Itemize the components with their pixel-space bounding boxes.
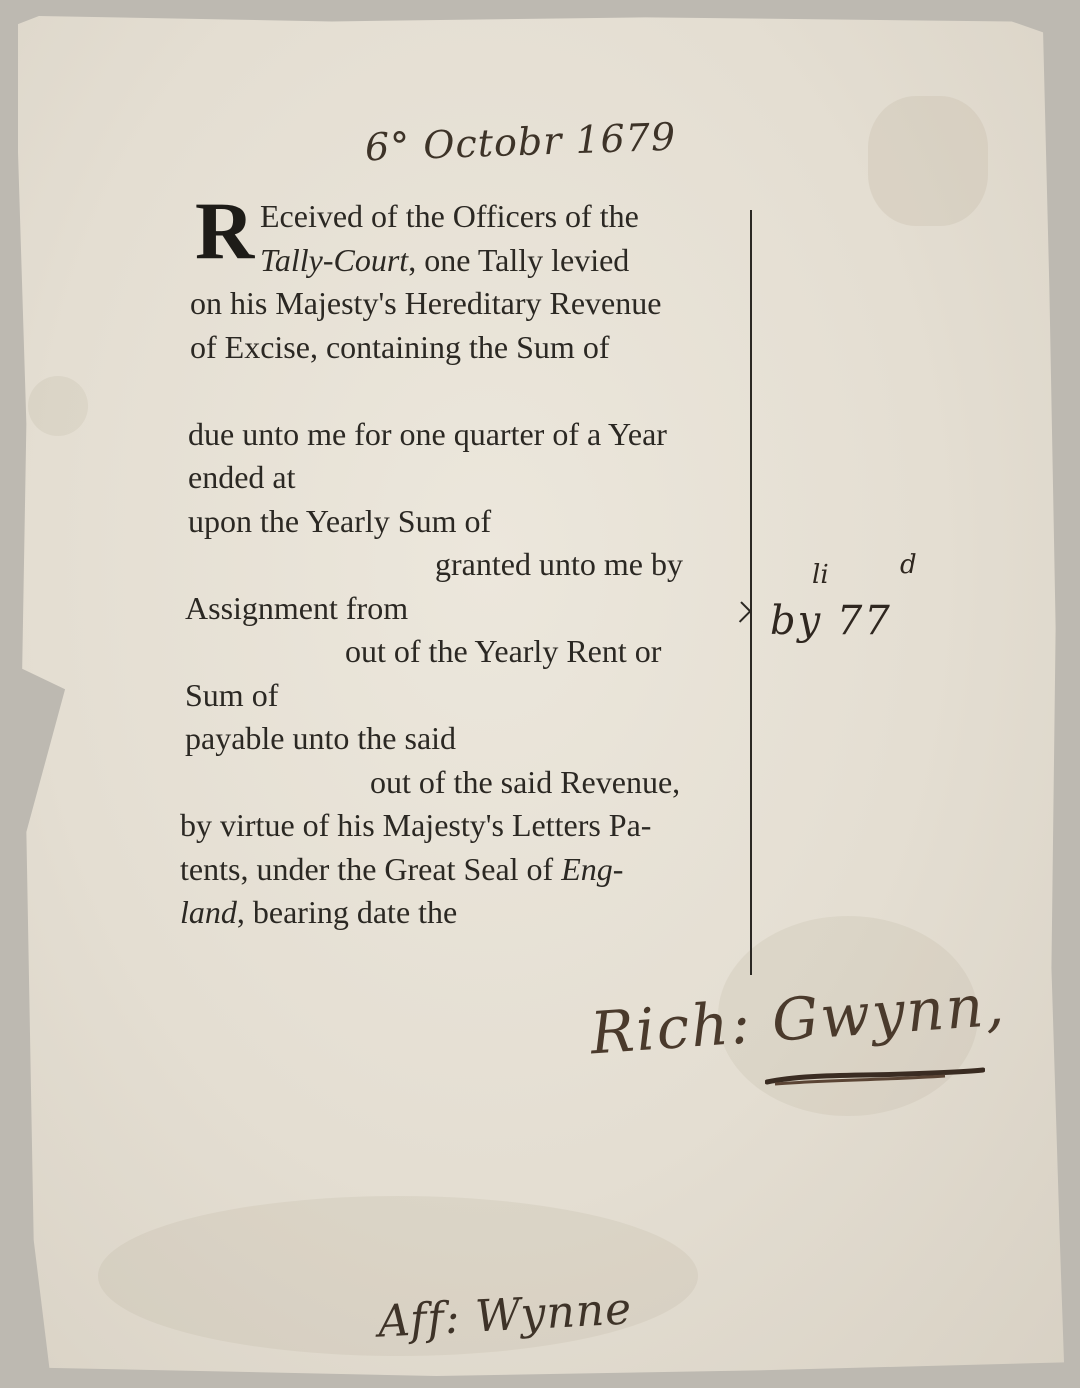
text-line: land, bearing date the [180, 894, 458, 930]
signature-rich-gwynn: Rich: Gwynn, [588, 970, 1008, 1068]
text-line: upon the Yearly Sum of [188, 502, 492, 539]
side-note-sup-left: li [812, 560, 829, 590]
text-line: Sum of [185, 676, 279, 713]
text-line: Eceived of the Officers of the [260, 198, 639, 234]
text-line: out of the Yearly Rent or [345, 633, 662, 669]
receipt-text [180, 195, 728, 935]
text-line: payable unto the said [185, 720, 457, 756]
margin-bracket [742, 210, 752, 975]
text-line: Assignment from [185, 589, 409, 626]
text-line: out of the said Revenue, [370, 763, 681, 800]
text-line: Tally-Court, one Tally levied [260, 241, 630, 278]
text-line: due unto me for one quarter of a Year [188, 415, 667, 452]
text-line: tents, under the Great Seal of Eng- [180, 850, 624, 887]
text-line [180, 369, 728, 413]
text-line: of Excise, containing the Sum of [190, 328, 610, 365]
handwritten-date: 6° Octobr 1679 [364, 114, 677, 170]
bottom-signature: Aff: Wynne [376, 1283, 634, 1348]
drop-cap: R [195, 185, 255, 276]
text-line: on his Majesty's Hereditary Revenue [190, 285, 662, 321]
text-line: granted unto me by [435, 546, 683, 582]
text-line: by virtue of his Majesty's Letters Pa- [180, 807, 652, 843]
side-note-sup-right: d [900, 550, 917, 580]
text-line: ended at [188, 459, 296, 495]
side-note-amount: by 77 [770, 598, 892, 644]
signature-flourish [765, 1060, 985, 1100]
